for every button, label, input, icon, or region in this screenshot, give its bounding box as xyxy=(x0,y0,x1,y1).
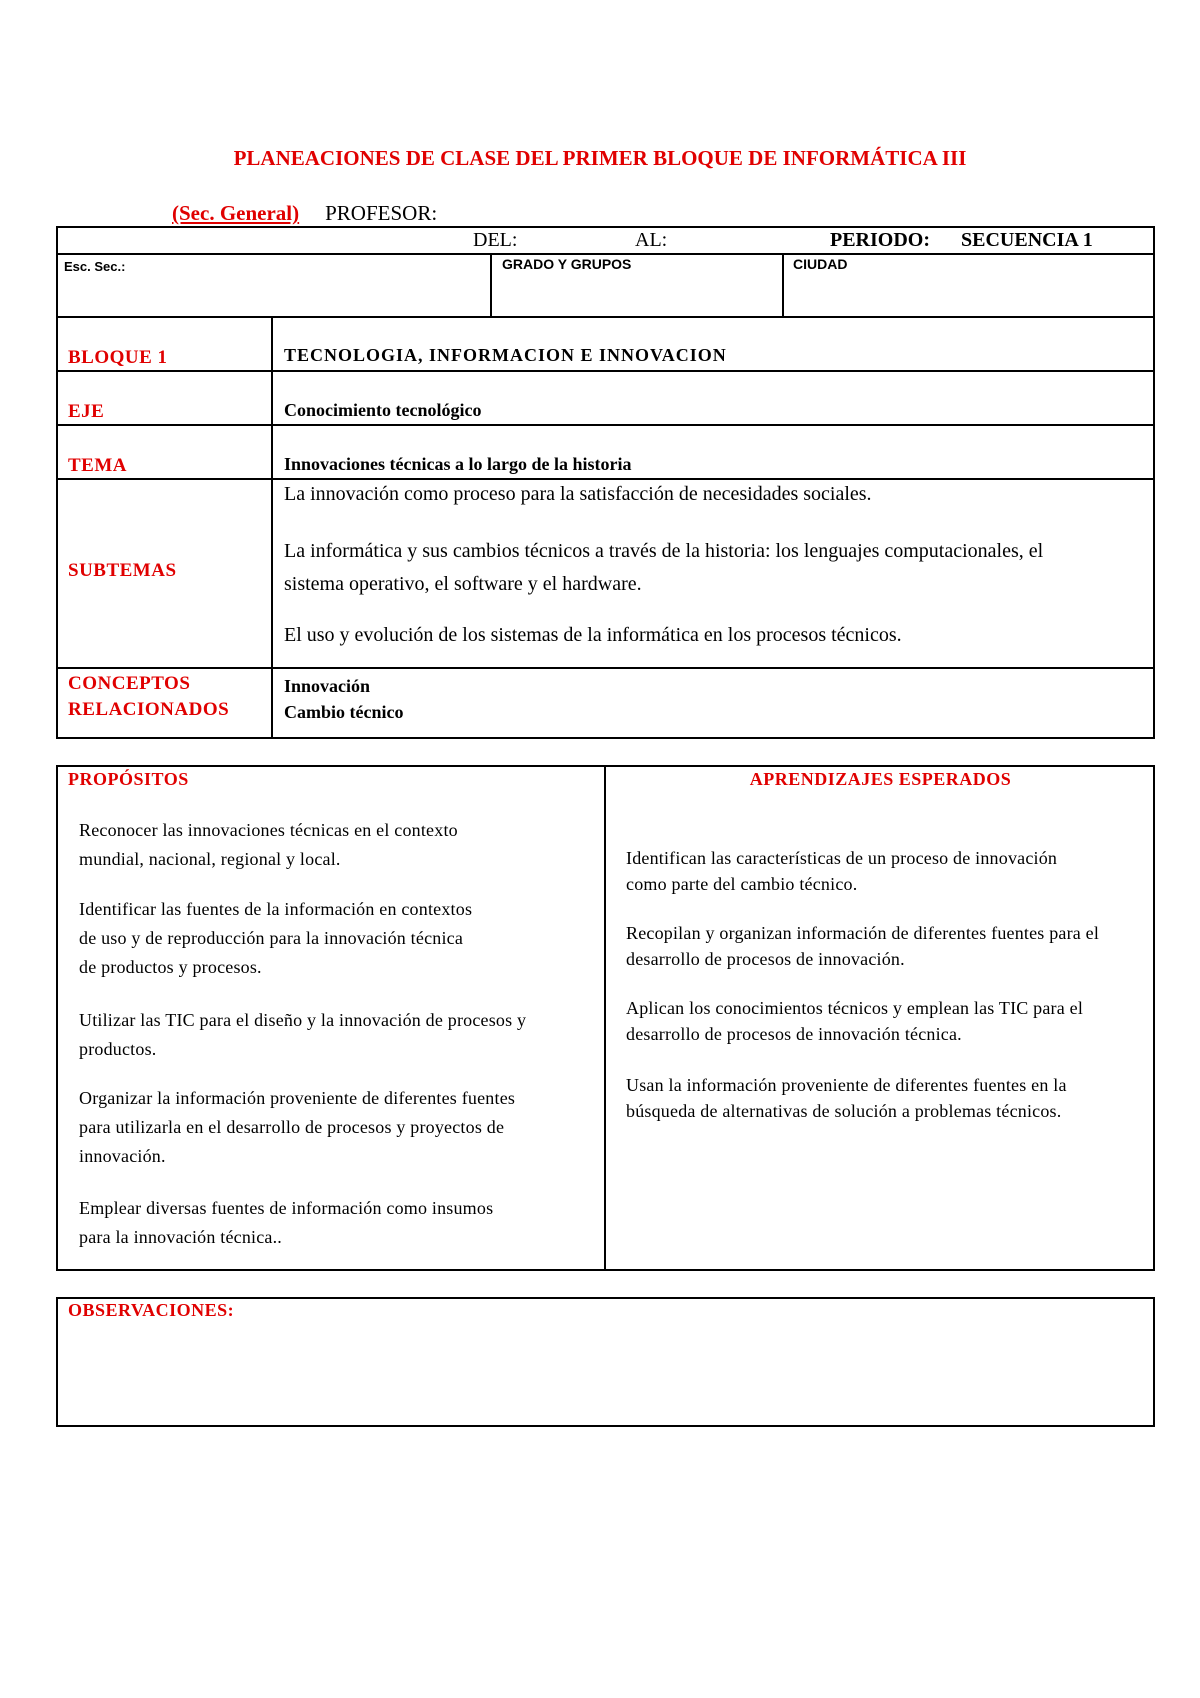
proposito-item: Emplear diversas fuentes de información como insumos para la innovación técnica.. xyxy=(79,1198,494,1247)
observaciones-title: OBSERVACIONES: xyxy=(68,1300,235,1320)
aprendizajes-title: APRENDIZAJES ESPERADOS xyxy=(749,769,1012,789)
conceptos-label-line: RELACIONADOS xyxy=(68,699,230,720)
page-title: PLANEACIONES DE CLASE DEL PRIMER BLOQUE DE INFORMÁTICA III xyxy=(233,146,967,170)
subtema-item: La informática y sus cambios técnicos a través de la historia: los lenguajes computacionales, el sistema operativo, el software y el hardware. xyxy=(284,540,1044,595)
subtitle-row xyxy=(172,201,437,226)
del-label: DEL: xyxy=(473,229,518,251)
divider xyxy=(271,316,273,739)
concepto-item: Cambio técnico xyxy=(284,702,404,722)
al-label: AL: xyxy=(635,229,668,251)
conceptos-label-line: CONCEPTOS xyxy=(68,673,191,694)
divider xyxy=(490,253,492,316)
divider xyxy=(56,424,1155,426)
grado-grupos-label: GRADO Y GRUPOS xyxy=(502,256,632,272)
propositos-title: PROPÓSITOS xyxy=(68,769,189,789)
proposito-item: Identificar las fuentes de la información en contextos de uso y de reproducción para la innovación técnica de productos y procesos. xyxy=(79,899,473,977)
periodo-label: PERIODO: xyxy=(830,229,930,251)
tema-label: TEMA xyxy=(68,455,127,476)
aprendizaje-item: Aplican los conocimientos técnicos y emplean las TIC para el desarrollo de procesos de innovación técnica. xyxy=(626,998,1084,1044)
bloque-label: BLOQUE 1 xyxy=(68,347,168,368)
esc-sec-label: Esc. Sec.: xyxy=(64,259,126,274)
proposito-item: Organizar la información proveniente de diferentes fuentes para utilizarla en el desarrollo de procesos y proyectos de innovación. xyxy=(79,1088,516,1166)
eje-label: EJE xyxy=(68,401,105,422)
bloque-value: TECNOLOGIA, INFORMACION E INNOVACION xyxy=(284,345,727,365)
subtema-item: El uso y evolución de los sistemas de la informática en los procesos técnicos. xyxy=(284,624,902,646)
subtema-item: La innovación como proceso para la satisfacción de necesidades sociales. xyxy=(284,483,872,505)
proposito-item: Reconocer las innovaciones técnicas en el contexto mundial, nacional, regional y local. xyxy=(79,820,458,869)
divider xyxy=(782,253,784,316)
conceptos-list xyxy=(284,673,403,725)
profesor-label: PROFESOR: xyxy=(325,201,438,225)
aprendizaje-item: Recopilan y organizan información de diferentes fuentes para el desarrollo de procesos de innovación. xyxy=(626,923,1100,969)
conceptos-label xyxy=(68,671,229,723)
divider xyxy=(56,370,1155,372)
sec-general-label: (Sec. General) xyxy=(172,201,300,225)
proposito-item: Utilizar las TIC para el diseño y la innovación de procesos y productos. xyxy=(79,1010,527,1059)
eje-value: Conocimiento tecnológico xyxy=(284,400,482,420)
secuencia-label: SECUENCIA 1 xyxy=(961,229,1093,251)
divider xyxy=(56,316,1155,318)
aprendizaje-item: Usan la información proveniente de diferentes fuentes en la búsqueda de alternativas de solución a problemas técnicos. xyxy=(626,1075,1067,1121)
aprendizaje-item: Identifican las características de un proceso de innovación como parte del cambio técnico. xyxy=(626,848,1058,894)
concepto-item: Innovación xyxy=(284,676,371,696)
tema-value: Innovaciones técnicas a lo largo de la historia xyxy=(284,454,632,474)
ciudad-label: CIUDAD xyxy=(793,256,848,272)
divider xyxy=(604,765,606,1271)
divider xyxy=(56,667,1155,669)
divider xyxy=(56,253,1155,255)
subtemas-label: SUBTEMAS xyxy=(68,560,177,581)
